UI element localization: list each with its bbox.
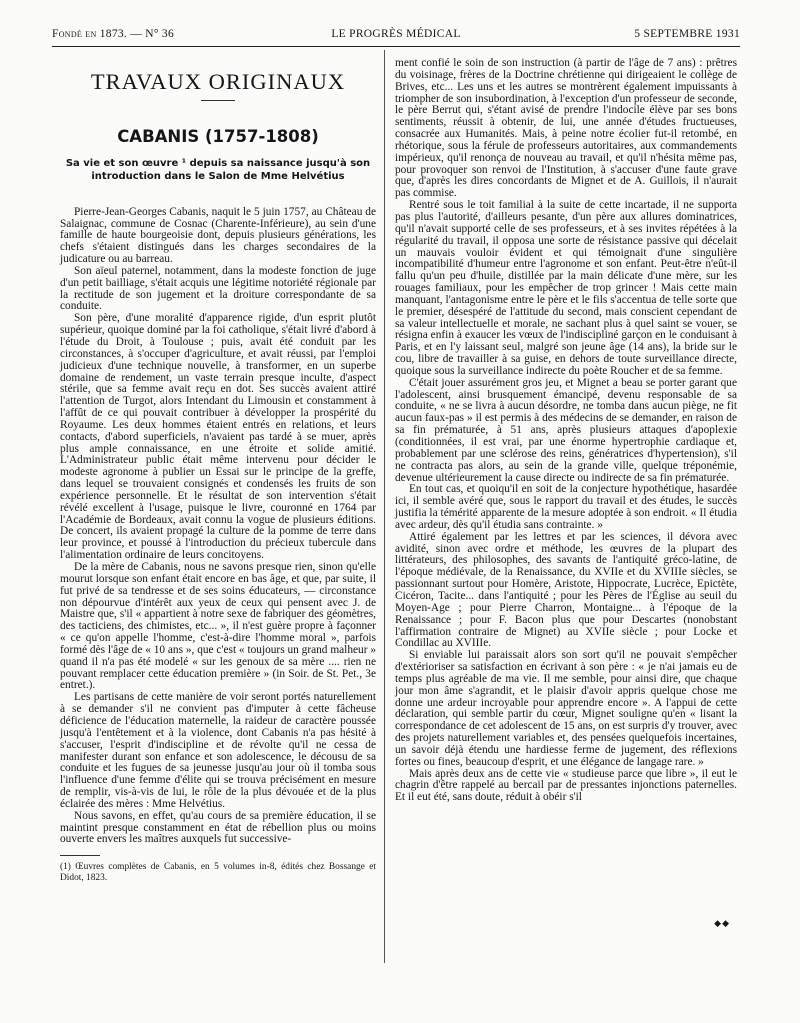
title-rule <box>201 100 235 101</box>
running-header <box>52 28 740 44</box>
paragraph: Pierre-Jean-Georges Cabanis, naquit le 5 juin 1757, au Château de Salaignac, commune de Cosnac (Charente-Inférieure), au sein d'une famille de haute bourgeoisie dont, depuis plusieurs générations, les chefs s'étaient distingués dans les charges secondaires de la judicature ou au barreau. <box>60 205 376 266</box>
column-divider <box>384 50 385 963</box>
footnote-rule <box>60 855 100 856</box>
paragraph: Si enviable lui paraissait alors son sort qu'il ne pouvait s'empêcher d'extérioriser sa satisfaction en écrivant à son père : « je n'ai jamais eu de temps plus agréable de ma vie. Il me semble, pour ainsi dire, que chaque jour mon âme s'agrandit, et le plaisir d'avoir appris quelque chose me donne une ardeur incroyable pour apprendre encore ». A l'appui de cette déclaration, qui semble partir du cœur, Mignet souligne qu'en « lisant la correspondance de cet adolescent de 15 ans, on est surpris d'y trouver, avec des projets naturellement variables et, des pensées quelquefois incertaines, un savoir déjà étendu une hardiesse ferme de jugement, des réflexions fortes ou fines, beaucoup d'esprit, et une élégance de langage rare. » <box>395 649 737 768</box>
journal-name: LE PROGRÈS MÉDICAL <box>331 28 461 40</box>
left-column <box>60 52 376 883</box>
paragraph: Les partisans de cette manière de voir seront portés naturellement à se demander s'il ne convient pas d'imputer à cette fâcheuse déficience de l'éducation maternelle, la raideur de caractère poussée jusqu'à l'entêtement et à la violence, dont Cabanis n'a pas hésité à s'accuser, l'esprit d'indiscipline et de révolte qu'il ne cessa de manifester durant son enfance et son adolescence, le décousu de sa conduite et les fugues de sa jeunesse jusqu'au jour où il tomba sous l'influence d'une femme d'élite qui se trouva précisément en mesure de remplir, vis-à-vis de lui, le rôle de la plus dévouée et de la plus éclairée des mères : Mme Helvétius. <box>60 691 376 810</box>
article-title: CABANIS (1757-1808) <box>117 126 319 146</box>
paragraph: ment confié le soin de son instruction (à partir de l'âge de 7 ans) : prêtres du voisinage, frères de la Doctrine chrétienne qui dirigeaient le collège de Brives, etc... Les uns et les autres se montrèrent également impuissants à triompher de son insubordination, à l'exception d'un professeur de seconde, le père Berrut qui, s'étant avisé de prendre l'indocile élève par ses bons sentiments, réussit à obtenir, de lui, une année d'études fructueuses, consacrée aux Humanités. Mais, à peine notre écolier fut-il retombé, en rhétorique, sous la férule de professeurs autoritaires, aux commandements impérieux, qu'il renonça de nouveau au travail, et qu'il n'hésita même pas, pour provoquer son renvoi de l'Institution, à s'accuser d'une faute grave que, d'après les dires concordants de Mignet et de A. Guillois, il n'aurait pas commise. <box>395 57 737 200</box>
paragraph: De la mère de Cabanis, nous ne savons presque rien, sinon qu'elle mourut lorsque son enfant était encore en bas âge, et que, par suite, il fut privé de sa tendresse et de ses soins éducateurs, — circonstance non dépourvue d'intérêt aux yeux de ceux qui pensent avec J. de Maistre que, s'il « appartient à notre sexe de fabriquer des géomètres, des tacticiens, des chimistes, etc... », il n'est guère propre à façonner « ce qu'on appelle l'homme, c'est-à-dire l'homme moral », parfois formé dès l'âge de « 10 ans », que c'est « toujours un grand malheur » quand il n'a pas été modelé « sur les genoux de sa mère .... rien ne pouvant remplacer cette éducation première » (in Soir. de St. Pet., 3e entret.). <box>60 561 376 692</box>
paragraph: Rentré sous le toit familial à la suite de cette incartade, il ne supporta pas plus l'autorité, d'ailleurs pesante, d'un père aux allures dominatrices, qu'il n'avait supporté celle de ses professeurs, et à ses invites répétées à la régularité du travail, il opposa une sorte de résistance passive qui décelait un mauvais vouloir évident et qui témoignait d'une singulière incompatibilité d'humeur entre l'agronome et son enfant. Peut-être n'eût-il fallu qu'un peu d'huile, distillée par la main délicate d'une mère, sur les rouages familiaux, pour les empêcher de trop grincer ! Mais cette main manquant, l'antagonisme entre le père et le fils s'accentua de telle sorte que le premier, désespéré de l'attitude du second, mais conscient cependant de sa valeur intellectuelle et morale, ne sachant plus à quel saint se vouer, se résigna enfin à exaucer les vœux de l'indiscipliné garçon en le conduisant à Paris, et en l'y laissant seul, malgré son jeune âge (14 ans), la bride sur le cou, libre de travailler à sa guise, en dehors de toute surveillance directe, quoique sous la surveillance indirecte du poète Roucher et de sa femme. <box>395 199 737 377</box>
issue-date: 5 SEPTEMBRE 1931 <box>634 28 740 40</box>
founded-label: Fondé en 1873. — N° 36 <box>52 28 175 40</box>
paragraph: C'était jouer assurément gros jeu, et Mignet a beau se porter garant que l'adolescent, ainsi brusquement émancipé, devenu responsable de sa conduite, « ne se livra à aucun désordre, ne tomba dans aucun piège, ne fit aucun faux-pas » il est permis à des médecins de se demander, en raison de sa fin prématurée, à 51 ans, après plusieurs attaques d'apoplexie (conditionnées, il est vrai, par une énorme hypertrophie cardiaque et, probablement par une sclérose des reins, génératrices d'hypertension), s'il ne contracta pas alors, au sein de la grande ville, quelque tréponémie, devenue ultérieurement la cause directe ou indirecte de sa fin prématurée. <box>395 376 737 484</box>
paragraph: Son père, d'une moralité d'apparence rigide, d'un esprit plutôt supérieur, quoique dominé par la foi catholique, s'était livré d'abord à l'étude du Droit, à Toulouse ; puis, avait été conduit par les circonstances, à s'occuper d'agriculture, et avait réussi, par l'emploi judicieux d'une technique nouvelle, à transformer, en un superbe domaine de rendement, un vaste terrain presque inculte, d'aspect stérile, que sa femme avait reçu en dot. Ses succès avaient attiré l'attention de Turgot, alors Intendant du Limousin et constamment à l'affût de ce qui pouvait contribuer à développer la prospérité du Royaume. Les deux hommes étaient entrés en relations, et leurs contacts, d'abord superficiels, n'avaient pas tardé à se muer, après plus ample connaissance, en une étroite et solide amitié. L'Administrateur public était même intervenu pour décider le modeste agronome à publier un Essai sur le principe de la greffe, dans lequel se trouvaient consignés et condensés les fruits de son expérience personnelle. Et le résultat de son intervention s'était révélé excellent à l'usage, puisque le livre, couronné en 1764 par l'Académie de Bordeaux, avait connu la vogue de plusieurs éditions. De concert, ils avaient propagé la culture de la pomme de terre dans leur province, et poussé à l'introduction du précieux tubercule dans l'alimentation ordinaire de leurs concitoyens. <box>60 312 376 562</box>
article-subtitle: Sa vie et son œuvre ¹ depuis sa naissance jusqu'à son introduction dans le Salon de Mme Helvétius <box>65 157 371 182</box>
paragraph: En tout cas, et quoiqu'il en soit de la conjecture hypothétique, hasardée ici, il semble avéré que, sous le rapport du travail et des études, le succès justifia la témérité apparente de la mesure adoptée à son endroit. « Il étudia avec ardeur, dès qu'il étudia sans contrainte. » <box>395 483 737 531</box>
end-ornament: ◆◆ <box>714 918 730 928</box>
header-rule <box>52 46 740 47</box>
paragraph: Nous savons, en effet, qu'au cours de sa première éducation, il se maintint presque constamment en état de rébellion plus ou moins ouverte envers les maîtres auxquels fut successive- <box>60 809 376 846</box>
paragraph: Attiré également par les lettres et par les sciences, il dévora avec avidité, sinon avec ordre et méthode, les œuvres de la plupart des littérateurs, des philosophes, des savants de l'antiquité gréco-latine, de l'époque médiévale, de la Renaissance, du XVIIe et du XVIIIe siècles, se passionnant surtout pour Homère, Aristote, Hippocrate, Lucrèce, Epictète, Cicéron, Tacite... dans l'antiquité ; pour les Pères de l'Église au seuil du Moyen-Age ; pour Pierre Charron, Montaigne... à l'époque de la Renaissance ; pour F. Bacon plus que pour Descartes (nonobstant l'affirmation contraire de Mignet) au XVIIe siècle ; pour Locke et Condillac au XVIIIe. <box>395 530 737 650</box>
footnote: (1) Œuvres complètes de Cabanis, en 5 volumes in-8, édités chez Bossange et Didot, 1823. <box>60 862 376 883</box>
right-column <box>395 58 737 804</box>
paragraph: Son aïeul paternel, notamment, dans la modeste fonction de juge d'un petit bailliage, s'était acquis une légitime notoriété régionale par la rectitude de son jugement et la droiture correspondante de sa conduite. <box>60 264 376 313</box>
paragraph: Mais après deux ans de cette vie « studieuse parce que libre », il eut le chagrin d'être rappelé au bercail par de pressantes injonctions paternelles. Et il eut été, sans doute, réduit à obéir s'il <box>395 767 737 804</box>
section-title: TRAVAUX ORIGINAUX <box>90 69 346 94</box>
